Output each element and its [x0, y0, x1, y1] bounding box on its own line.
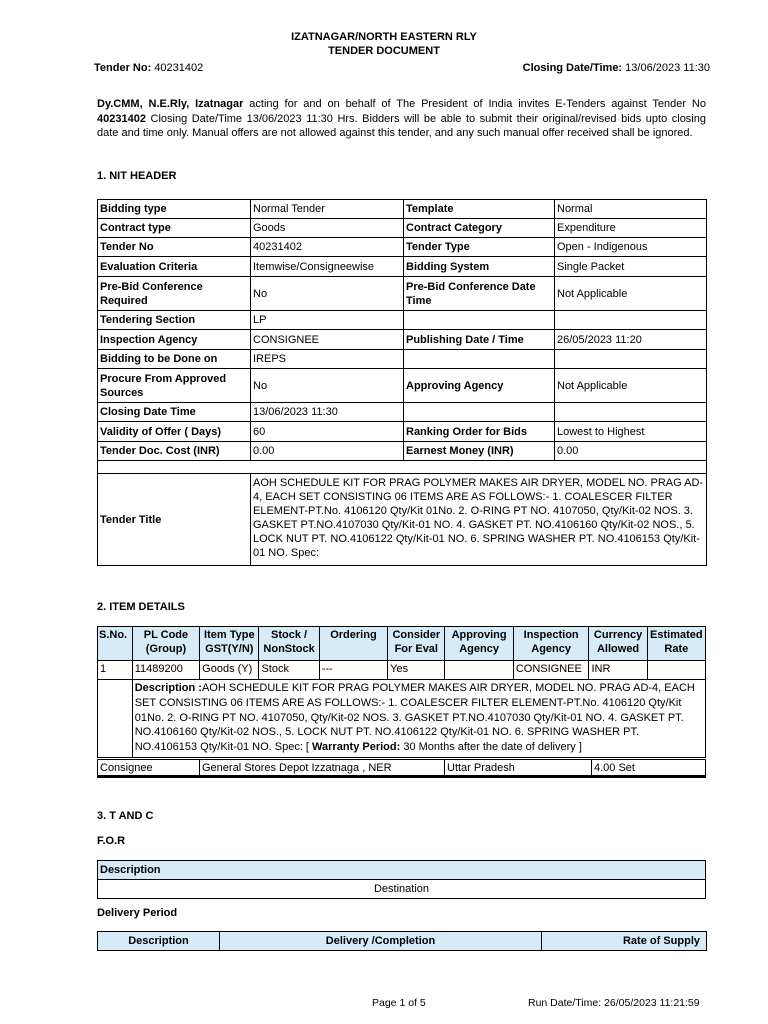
- nit-value: Expenditure: [555, 219, 707, 238]
- delivery-period-heading: Delivery Period: [97, 907, 178, 919]
- nit-value: LP: [251, 311, 404, 330]
- nit-key: Procure From Approved Sources: [98, 369, 251, 403]
- nit-value: Goods: [251, 219, 404, 238]
- nit-key: Contract Category: [404, 219, 555, 238]
- nit-value: No: [251, 277, 404, 311]
- tender-title-value: AOH SCHEDULE KIT FOR PRAG POLYMER MAKES AIR DRYER, MODEL NO. PRAG AD-4, EACH SET CONSISTING 06 ITEMS ARE AS FOLLOWS:- 1. COALESCER FILTER ELEMENT-PT.No. 4106120 Qty/Kit 01No. 2. O-RING PT NO. 4107050, Qty/Kit-02 NOS. 3. GASKET PT.NO.4107030 Qty/Kit-01 NO. 4. GASKET PT. NO.4106160 Qty/Kit-02 NOS., 5. LOCK NUT PT. NO.4106122 Qty/Kit-01 NO. 6. SPRING WASHER PT. NO.4106153 Qty/Kit-01 NO. Spec:: [251, 474, 707, 566]
- nit-value: Not Applicable: [555, 277, 707, 311]
- for-desc-header: Description: [98, 861, 706, 880]
- nit-value: Open - Indigenous: [555, 238, 707, 257]
- cell-pl-code: 11489200: [132, 661, 199, 680]
- cell-currency: INR: [589, 661, 647, 680]
- cell-rate: [647, 661, 705, 680]
- col-header: Consider For Eval: [388, 627, 445, 661]
- col-header: Estimated Rate: [647, 627, 705, 661]
- page-number: Page 1 of 5: [372, 997, 426, 1009]
- col-header: Approving Agency: [445, 627, 513, 661]
- col-header: Stock / NonStock: [259, 627, 319, 661]
- nit-key: Pre-Bid Conference Required: [98, 277, 251, 311]
- nit-key: Closing Date Time: [98, 403, 251, 422]
- for-heading: F.O.R: [97, 835, 126, 847]
- nit-key: Evaluation Criteria: [98, 257, 251, 277]
- run-date-time: Run Date/Time: 26/05/2023 11:21:59: [528, 997, 700, 1009]
- nit-value: 26/05/2023 11:20: [555, 330, 707, 350]
- nit-key: Tendering Section: [98, 311, 251, 330]
- nit-value: Itemwise/Consigneewise: [251, 257, 404, 277]
- consignee-label: Consignee: [100, 762, 153, 774]
- intro-paragraph: Dy.CMM, N.E.Rly, Izatnagar acting for and on behalf of The President of India invites E-Tenders against Tender No 40231402 Closing Date/Time 13/06/2023 11:30 Hrs. Bidders will be able to submit their original/revised bids upto closing date and time only. Manual offers are not allowed against this tender, and any such manual offer received shall be ignored.: [97, 98, 706, 140]
- nit-key: Ranking Order for Bids: [404, 422, 555, 442]
- nit-key: Bidding to be Done on: [98, 350, 251, 369]
- cell-empty: [98, 680, 133, 758]
- nit-key: Bidding System: [404, 257, 555, 277]
- cell-sno: 1: [98, 661, 133, 680]
- nit-spacer-row: [98, 461, 707, 474]
- nit-empty: [404, 403, 555, 422]
- delivery-period-table: [97, 931, 707, 951]
- document-title: TENDER DOCUMENT: [328, 45, 440, 57]
- nit-key: Tender Type: [404, 238, 555, 257]
- nit-key: Tender Title: [98, 474, 251, 566]
- cell-inspection: CONSIGNEE: [513, 661, 589, 680]
- nit-value: 0.00: [555, 442, 707, 461]
- nit-empty: [555, 311, 707, 330]
- cell-approving: [445, 661, 513, 680]
- nit-key: Tender No: [98, 238, 251, 257]
- nit-key: Publishing Date / Time: [404, 330, 555, 350]
- nit-value: 0.00: [251, 442, 404, 461]
- nit-value: CONSIGNEE: [251, 330, 404, 350]
- document-header: [0, 30, 768, 58]
- nit-key: Inspection Agency: [98, 330, 251, 350]
- for-table: [97, 860, 706, 899]
- col-header: Inspection Agency: [513, 627, 589, 661]
- col-header: Rate of Supply: [542, 932, 707, 951]
- nit-value: Lowest to Highest: [555, 422, 707, 442]
- nit-empty: [404, 311, 555, 330]
- item-details-table: [97, 626, 706, 758]
- consignee-state: Uttar Pradesh: [447, 762, 515, 774]
- nit-empty: [555, 350, 707, 369]
- col-header: PL Code (Group): [132, 627, 199, 661]
- cell-consider: Yes: [388, 661, 445, 680]
- nit-empty: [555, 403, 707, 422]
- nit-value: Normal Tender: [251, 200, 404, 219]
- col-header: S.No.: [98, 627, 133, 661]
- nit-value: Not Applicable: [555, 369, 707, 403]
- cell-ordering: ---: [319, 661, 387, 680]
- nit-value: 40231402: [251, 238, 404, 257]
- section-t-and-c: 3. T AND C: [97, 810, 154, 822]
- nit-key: Template: [404, 200, 555, 219]
- railway-name: IZATNAGAR/NORTH EASTERN RLY: [291, 31, 477, 43]
- tender-no: Tender No: 40231402: [94, 62, 204, 74]
- nit-key: Tender Doc. Cost (INR): [98, 442, 251, 461]
- consignee-name: General Stores Depot Izzatnaga , NER: [202, 762, 392, 774]
- nit-value: IREPS: [251, 350, 404, 369]
- tender-meta-row: [94, 62, 710, 76]
- section-nit-header: 1. NIT HEADER: [97, 170, 177, 182]
- nit-value: 13/06/2023 11:30: [251, 403, 404, 422]
- col-header: Description: [98, 932, 220, 951]
- cell-stock: Stock: [259, 661, 319, 680]
- col-header: Currency Allowed: [589, 627, 647, 661]
- nit-empty: [404, 350, 555, 369]
- nit-key: Bidding type: [98, 200, 251, 219]
- item-description: Description :AOH SCHEDULE KIT FOR PRAG POLYMER MAKES AIR DRYER, MODEL NO. PRAG AD-4, EACH SET CONSISTING 06 ITEMS ARE AS FOLLOWS:- 1. COALESCER FILTER ELEMENT-PT.No. 4106120 Qty/Kit 01No. 2. O-RING PT NO. 4107050, Qty/Kit-02 NOS. 3. GASKET PT.NO.4107030 Qty/Kit-01 NO. 4. GASKET PT. NO.4106160 Qty/Kit-02 NOS., 5. LOCK NUT PT. NO.4106122 Qty/Kit-01 NO. 6. SPRING WASHER PT. NO.4106153 Qty/Kit-01 NO. Spec: [ Warranty Period: 30 Months after the date of delivery ]: [132, 680, 705, 758]
- consignee-qty: 4.00 Set: [594, 762, 635, 774]
- nit-key: Contract type: [98, 219, 251, 238]
- nit-key: Pre-Bid Conference Date Time: [404, 277, 555, 311]
- nit-value: Normal: [555, 200, 707, 219]
- nit-value: Single Packet: [555, 257, 707, 277]
- col-header: Delivery /Completion: [220, 932, 542, 951]
- for-value: Destination: [98, 880, 706, 899]
- nit-key: Earnest Money (INR): [404, 442, 555, 461]
- nit-key: Validity of Offer ( Days): [98, 422, 251, 442]
- col-header: Ordering: [319, 627, 387, 661]
- nit-key: Approving Agency: [404, 369, 555, 403]
- section-item-details: 2. ITEM DETAILS: [97, 601, 185, 613]
- nit-value: No: [251, 369, 404, 403]
- cell-item-type: Goods (Y): [200, 661, 259, 680]
- nit-value: 60: [251, 422, 404, 442]
- nit-header-table: [97, 199, 707, 566]
- closing-date: Closing Date/Time: 13/06/2023 11:30: [522, 62, 710, 74]
- col-header: Item Type GST(Y/N): [200, 627, 259, 661]
- consignee-row: [97, 759, 706, 778]
- table-row: [98, 661, 706, 680]
